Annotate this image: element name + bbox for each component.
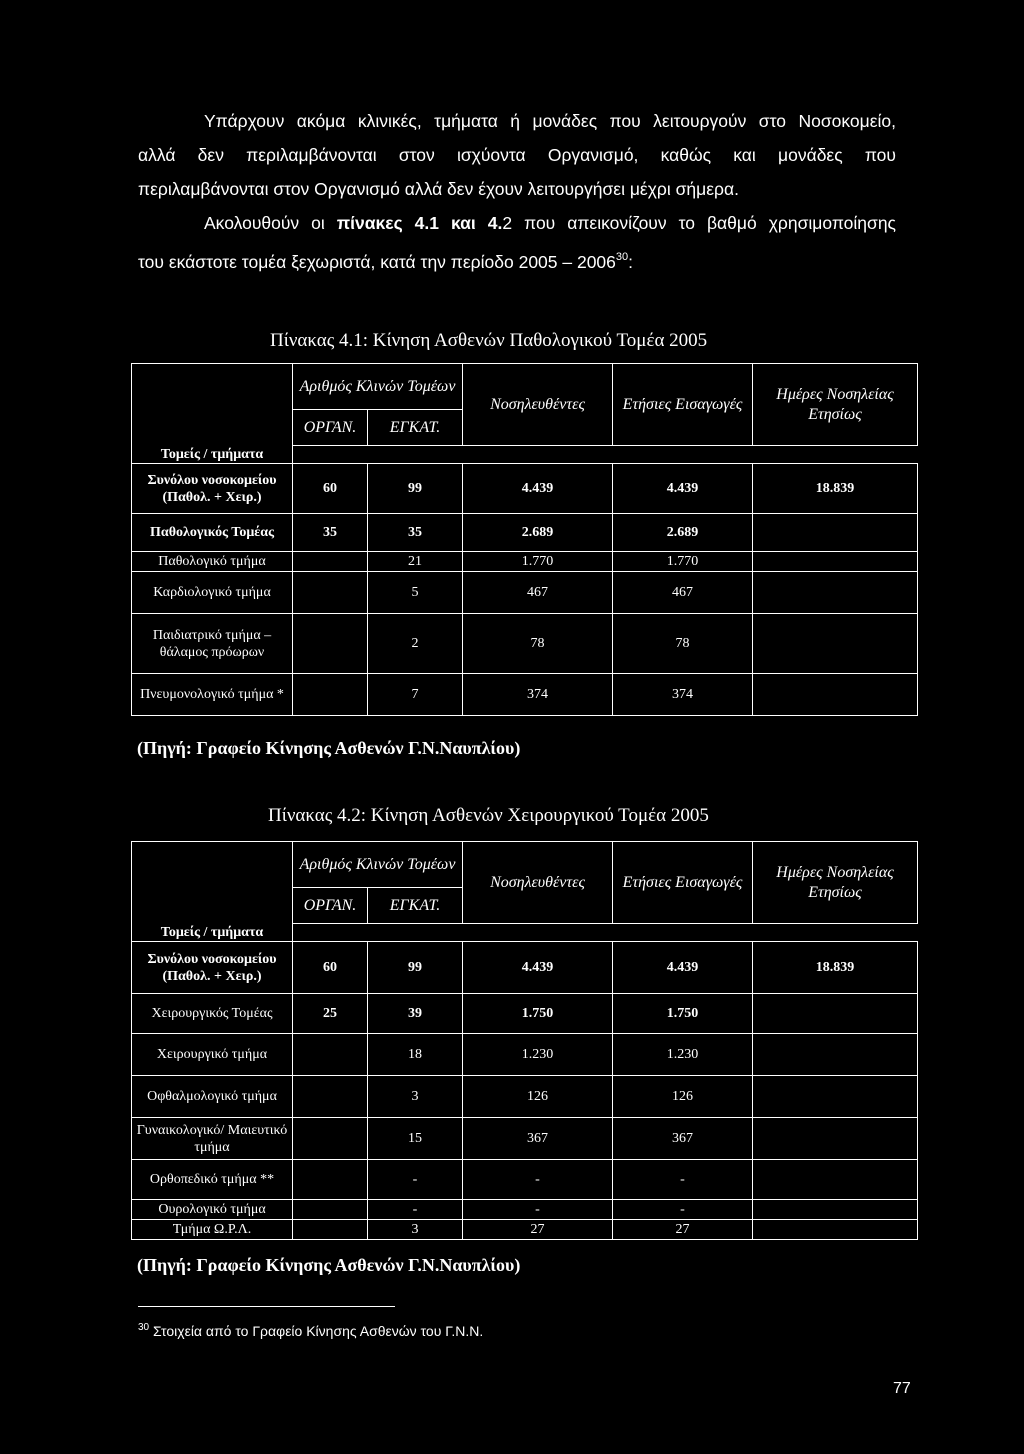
cell-annual: 27 <box>613 1220 753 1240</box>
cell-org: 25 <box>293 994 368 1034</box>
cell-inst: 39 <box>368 994 463 1034</box>
cell-annual: 4.439 <box>613 464 753 514</box>
cell-admitted: 367 <box>463 1118 613 1160</box>
cell-admitted: 1.750 <box>463 994 613 1034</box>
cell-inst: 3 <box>368 1076 463 1118</box>
row-name: Οφθαλμολογικό τμήμα <box>132 1076 293 1118</box>
table2-caption: Πίνακας 4.2: Κίνηση Ασθενών Χειρουργικού Τομέα 2005 <box>268 805 709 826</box>
cell-org <box>293 614 368 674</box>
table-row <box>132 1200 918 1220</box>
table-row <box>132 942 918 994</box>
cell-inst: 99 <box>368 942 463 994</box>
beds-header: Αριθμός Κλινών Τομέων <box>293 842 463 888</box>
row-name: Τμήμα Ω.Ρ.Λ. <box>132 1220 293 1240</box>
intro-line-2: αλλά δεν περιλαμβάνονται στον ισχύοντα Οργανισμό, καθώς και μονάδες που <box>138 145 896 165</box>
cell-admitted: 78 <box>463 614 613 674</box>
table-row <box>132 994 918 1034</box>
row-name: Ορθοπεδικό τμήμα ** <box>132 1160 293 1200</box>
cell-annual: 4.439 <box>613 942 753 994</box>
table-row <box>132 514 918 552</box>
row-name: Παιδιατρικό τμήμα –θάλαμος πρόωρων <box>132 614 293 674</box>
cell-admitted: - <box>463 1160 613 1200</box>
cell-admitted: - <box>463 1200 613 1220</box>
cell-days <box>753 1034 918 1076</box>
cell-annual: - <box>613 1200 753 1220</box>
table-row <box>132 1160 918 1200</box>
row-name: Παθολογικό τμήμα <box>132 552 293 572</box>
intro-line-5: του εκάστοτε τομέα ξεχωριστά, κατά την περίοδο 2005 – 2006$^{30}$: <box>138 251 634 272</box>
cell-inst: - <box>368 1200 463 1220</box>
row-name: Χειρουργικό τμήμα <box>132 1034 293 1076</box>
cell-org <box>293 1200 368 1220</box>
cell-days <box>753 1220 918 1240</box>
cell-days <box>753 614 918 674</box>
cell-days <box>753 572 918 614</box>
sectors-header: Τομείς / τμήματα <box>132 924 293 942</box>
cell-admitted: 1.230 <box>463 1034 613 1076</box>
row-name: Πνευμονολογικό τμήμα * <box>132 674 293 716</box>
cell-annual: 467 <box>613 572 753 614</box>
annual-header: Ετήσιες Εισαγωγές <box>613 364 753 446</box>
cell-admitted: 4.439 <box>463 464 613 514</box>
admitted-header: Νοσηλευθέντες <box>463 364 613 446</box>
cell-days <box>753 514 918 552</box>
cell-admitted: 126 <box>463 1076 613 1118</box>
cell-inst: 7 <box>368 674 463 716</box>
row-name: Καρδιολογικό τμήμα <box>132 572 293 614</box>
table-row <box>132 464 918 514</box>
intro-line-4: Ακολουθούν οι πίνακες 4.1 και 4.2 που απεικονίζουν το βαθμό χρησιμοποίησης <box>204 213 896 233</box>
cell-org <box>293 674 368 716</box>
table1-source: (Πηγή: Γραφείο Κίνησης Ασθενών Γ.Ν.Ναυπλίου) <box>137 738 521 758</box>
inst-header: ΕΓΚΑΤ. <box>368 410 463 446</box>
cell-days: 18.839 <box>753 942 918 994</box>
table-row <box>132 1220 918 1240</box>
cell-org <box>293 572 368 614</box>
cell-org: 60 <box>293 464 368 514</box>
cell-inst: 2 <box>368 614 463 674</box>
row-name: Χειρουργικός Τομέας <box>132 994 293 1034</box>
cell-inst: 3 <box>368 1220 463 1240</box>
beds-header: Αριθμός Κλινών Τομέων <box>293 364 463 410</box>
cell-org <box>293 1220 368 1240</box>
table-row <box>132 572 918 614</box>
cell-annual: 126 <box>613 1076 753 1118</box>
cell-days <box>753 552 918 572</box>
table2 <box>131 841 918 1240</box>
days-header: Ημέρες Νοσηλείας Ετησίως <box>753 364 918 446</box>
cell-inst: 15 <box>368 1118 463 1160</box>
cell-org <box>293 552 368 572</box>
table-row <box>132 614 918 674</box>
row-name: Γυναικολογικό/ Μαιευτικό τμήμα <box>132 1118 293 1160</box>
table-row <box>132 1076 918 1118</box>
cell-days <box>753 674 918 716</box>
footnote: $^{30}$ Στοιχεία από το Γραφείο Κίνησης Ασθενών του Γ.Ν.Ν. <box>138 1322 484 1339</box>
row-name: Συνόλου νοσοκομείου (Παθολ. + Χειρ.) <box>132 942 293 994</box>
sectors-header: Τομείς / τμήματα <box>132 446 293 464</box>
table1 <box>131 363 918 716</box>
cell-annual: 1.230 <box>613 1034 753 1076</box>
cell-annual: 78 <box>613 614 753 674</box>
cell-inst: 35 <box>368 514 463 552</box>
table-row <box>132 674 918 716</box>
cell-annual: 374 <box>613 674 753 716</box>
annual-header: Ετήσιες Εισαγωγές <box>613 842 753 924</box>
footnote-divider <box>138 1306 395 1307</box>
cell-inst: - <box>368 1160 463 1200</box>
cell-admitted: 4.439 <box>463 942 613 994</box>
cell-org <box>293 1118 368 1160</box>
cell-org <box>293 1160 368 1200</box>
org-header: ΟΡΓΑΝ. <box>293 888 368 924</box>
cell-inst: 99 <box>368 464 463 514</box>
cell-annual: 1.770 <box>613 552 753 572</box>
cell-admitted: 1.770 <box>463 552 613 572</box>
cell-admitted: 374 <box>463 674 613 716</box>
table2-source: (Πηγή: Γραφείο Κίνησης Ασθενών Γ.Ν.Ναυπλίου) <box>137 1255 521 1275</box>
page-number: 77 <box>893 1380 911 1397</box>
footnote-ref: 30 <box>615 251 629 263</box>
inst-header: ΕΓΚΑΤ. <box>368 888 463 924</box>
cell-days: 18.839 <box>753 464 918 514</box>
cell-org <box>293 1034 368 1076</box>
row-name: Ουρολογικό τμήμα <box>132 1200 293 1220</box>
intro-paragraph <box>138 104 896 279</box>
cell-annual: 1.750 <box>613 994 753 1034</box>
cell-org: 60 <box>293 942 368 994</box>
table-row <box>132 552 918 572</box>
cell-org: 35 <box>293 514 368 552</box>
cell-inst: 18 <box>368 1034 463 1076</box>
cell-inst: 5 <box>368 572 463 614</box>
row-name: Συνόλου νοσοκομείου (Παθολ. + Χειρ.) <box>132 464 293 514</box>
table1-caption: Πίνακας 4.1: Κίνηση Ασθενών Παθολογικού Τομέα 2005 <box>270 330 708 351</box>
org-header: ΟΡΓΑΝ. <box>293 410 368 446</box>
row-name: Παθολογικός Τομέας <box>132 514 293 552</box>
cell-days <box>753 1200 918 1220</box>
cell-admitted: 467 <box>463 572 613 614</box>
cell-days <box>753 1118 918 1160</box>
intro-line-3: περιλαμβάνονται στον Οργανισμό αλλά δεν έχουν λειτουργήσει μέχρι σήμερα. <box>138 179 739 199</box>
table-row <box>132 1118 918 1160</box>
cell-days <box>753 994 918 1034</box>
cell-admitted: 2.689 <box>463 514 613 552</box>
cell-annual: 367 <box>613 1118 753 1160</box>
table-row <box>132 1034 918 1076</box>
cell-annual: 2.689 <box>613 514 753 552</box>
cell-days <box>753 1076 918 1118</box>
cell-org <box>293 1076 368 1118</box>
cell-admitted: 27 <box>463 1220 613 1240</box>
intro-line-1: Υπάρχουν ακόμα κλινικές, τμήματα ή μονάδες που λειτουργούν στο Νοσοκομείο, <box>204 111 896 131</box>
cell-days <box>753 1160 918 1200</box>
admitted-header: Νοσηλευθέντες <box>463 842 613 924</box>
days-header: Ημέρες Νοσηλείας Ετησίως <box>753 842 918 924</box>
cell-inst: 21 <box>368 552 463 572</box>
cell-annual: - <box>613 1160 753 1200</box>
